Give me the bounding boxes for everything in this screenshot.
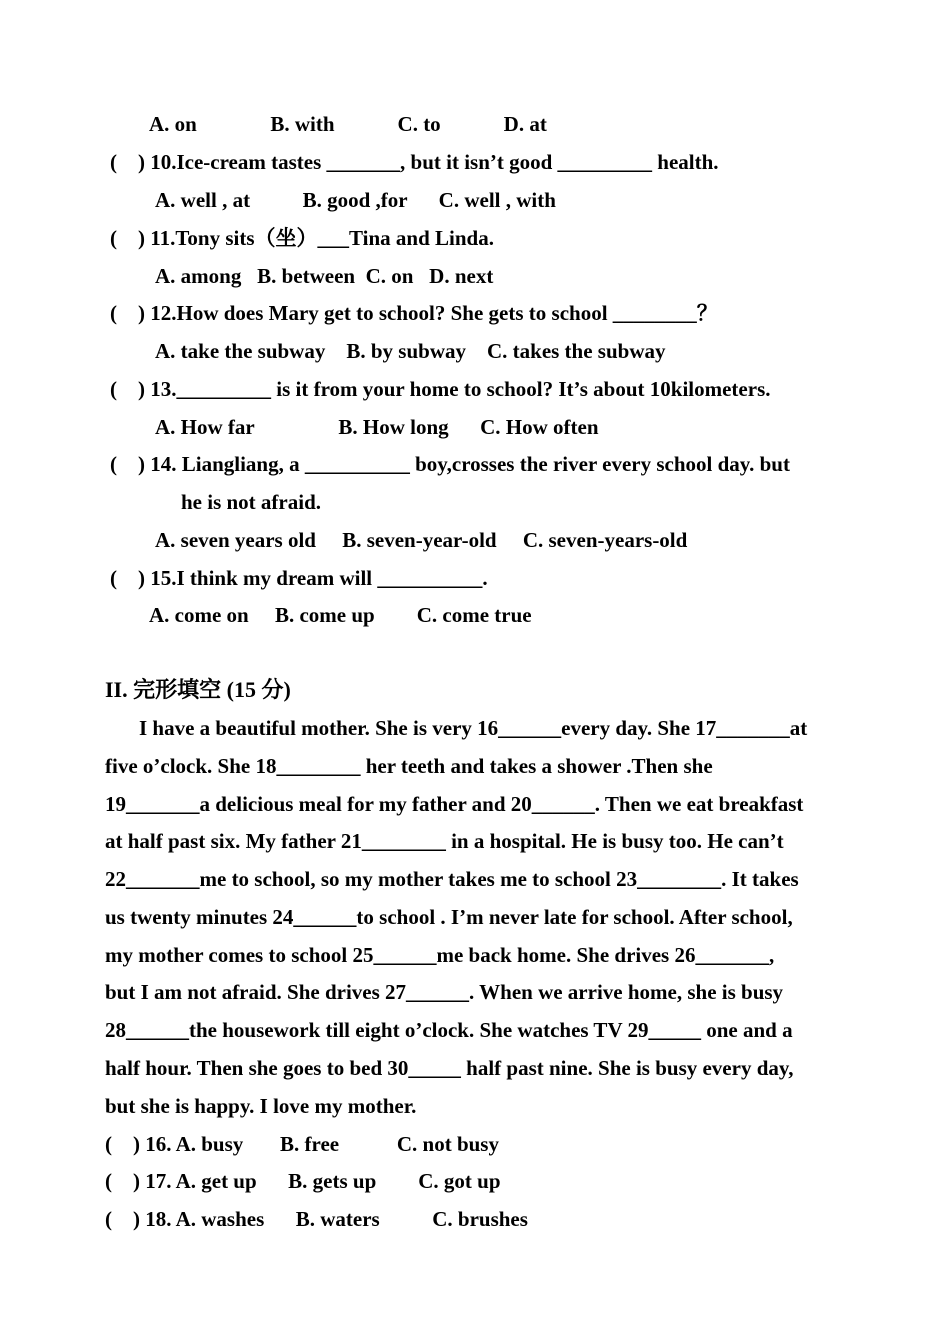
passage-line: 22_______me to school, so my mother takes me to school 23________. It takes xyxy=(105,867,799,891)
q14-question-continued: he is not afraid. xyxy=(181,490,322,514)
passage-line: I have a beautiful mother. She is very 16______every day. She 17_______at xyxy=(139,716,808,740)
q11-question: ( ) 11.Tony sits（坐）___Tina and Linda. xyxy=(110,226,494,250)
q10-options: A. well , at B. good ,for C. well , with xyxy=(155,188,556,212)
passage-line: us twenty minutes 24______to school . I’m never late for school. After school, xyxy=(105,905,793,929)
passage-line: half hour. Then she goes to bed 30_____ half past nine. She is busy every day, xyxy=(105,1056,794,1080)
q12-question: ( ) 12.How does Mary get to school? She gets to school ________？ xyxy=(110,301,718,325)
q13-question: ( ) 13._________ is it from your home to school? It’s about 10kilometers. xyxy=(110,377,771,401)
passage-line: but she is happy. I love my mother. xyxy=(105,1094,417,1118)
q15-question: ( ) 15.I think my dream will __________. xyxy=(110,566,488,590)
q11-options: A. among B. between C. on D. next xyxy=(155,264,494,288)
q12-options: A. take the subway B. by subway C. takes the subway xyxy=(155,339,666,363)
q16-item: ( ) 16. A. busy B. free C. not busy xyxy=(105,1132,499,1156)
q10-question: ( ) 10.Ice-cream tastes _______, but it isn’t good _________ health. xyxy=(110,150,719,174)
q18-item: ( ) 18. A. washes B. waters C. brushes xyxy=(105,1207,528,1231)
passage-line: but I am not afraid. She drives 27______. When we arrive home, she is busy xyxy=(105,980,784,1004)
q15-options: A. come on B. come up C. come true xyxy=(149,603,532,627)
q14-options: A. seven years old B. seven-year-old C. seven-years-old xyxy=(155,528,688,552)
section-heading-cloze: II. 完形填空 (15 分) xyxy=(105,677,291,702)
passage-line: 28______the housework till eight o’clock. She watches TV 29_____ one and a xyxy=(105,1018,793,1042)
passage-line: my mother comes to school 25______me back home. She drives 26_______, xyxy=(105,943,775,967)
q14-question: ( ) 14. Liangliang, a __________ boy,crosses the river every school day. but xyxy=(110,452,790,476)
passage-line: at half past six. My father 21________ in a hospital. He is busy too. He can’t xyxy=(105,829,784,853)
q9-options: A. on B. with C. to D. at xyxy=(149,112,547,136)
q13-options: A. How far B. How long C. How often xyxy=(155,415,599,439)
passage-line: five o’clock. She 18________ her teeth and takes a shower .Then she xyxy=(105,754,713,778)
q17-item: ( ) 17. A. get up B. gets up C. got up xyxy=(105,1169,501,1193)
passage-line: 19_______a delicious meal for my father and 20______. Then we eat breakfast xyxy=(105,792,804,816)
